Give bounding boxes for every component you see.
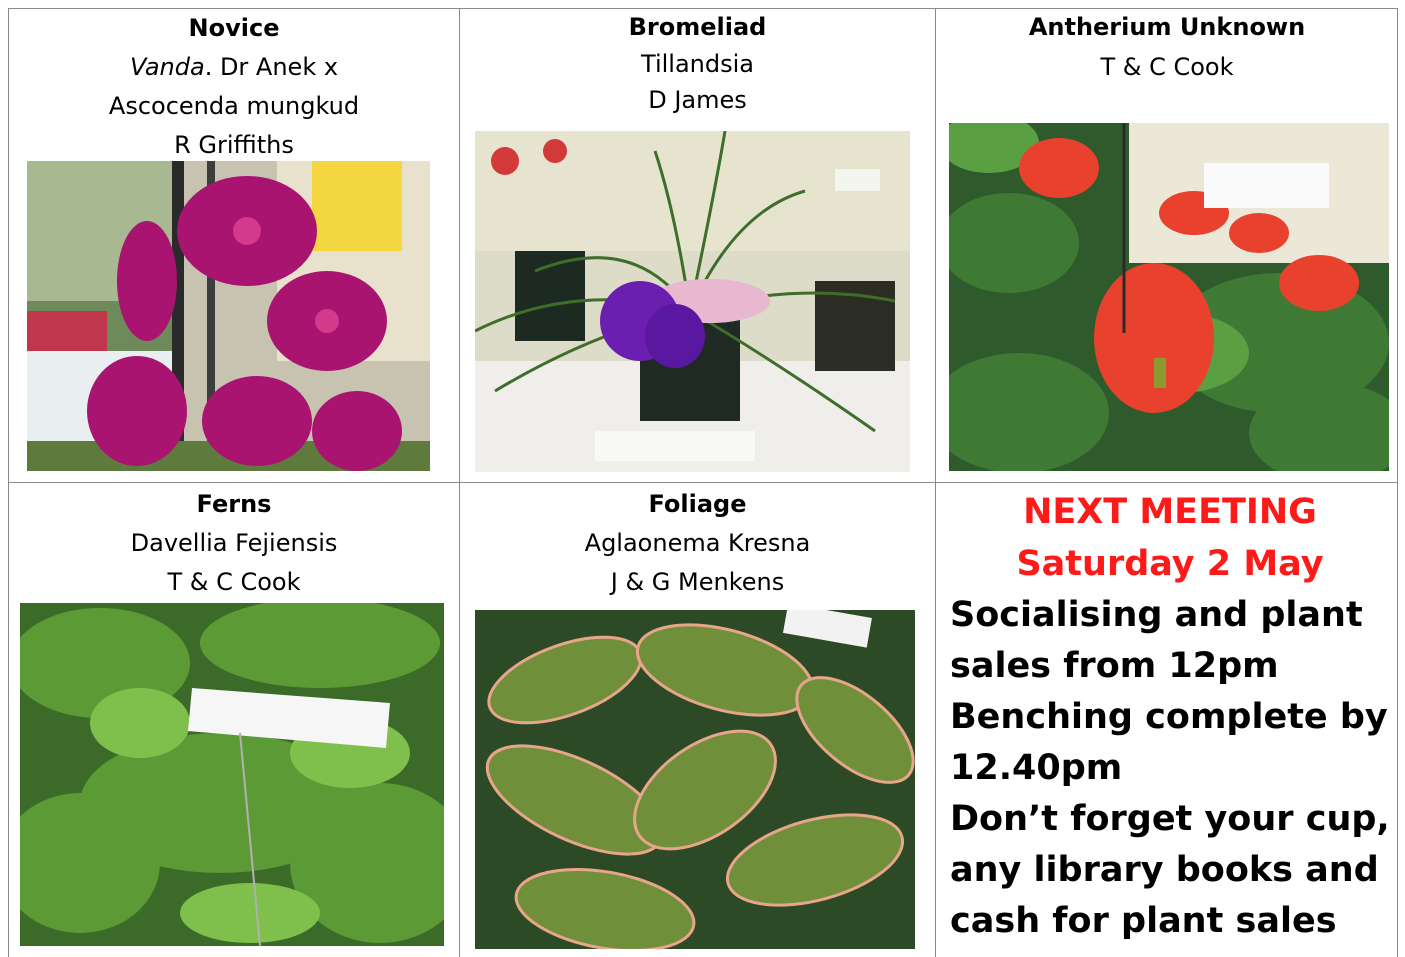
table-border-right [1397, 8, 1398, 957]
anthurium-photo [949, 123, 1389, 471]
plant-name [9, 48, 459, 87]
plant-name: Tillandsia [641, 50, 754, 78]
meeting-info-line: sales from 12pm [950, 646, 1279, 686]
exhibitor-name: J & G Menkens [610, 568, 785, 596]
table-col-divider-2 [935, 8, 936, 957]
table-row-divider [8, 482, 1398, 483]
meeting-info-line: any library books and [950, 850, 1379, 890]
plant-name-line-2: Ascocenda mungkud [108, 92, 360, 120]
meeting-info-line: Socialising and plant [950, 595, 1363, 635]
table-col-divider-1 [459, 8, 460, 957]
genus-italic: Vanda [129, 53, 205, 81]
fern-photo [20, 603, 444, 946]
category-title: Novice [188, 14, 280, 42]
cell-ferns [9, 485, 459, 602]
category-title: Antherium Unknown [1028, 13, 1306, 41]
orchid-photo [27, 161, 430, 471]
exhibitor-name: R Griffiths [174, 131, 294, 159]
cell-novice [9, 9, 459, 165]
next-meeting-panel [950, 486, 1390, 947]
meeting-info-line: cash for plant sales [950, 901, 1337, 941]
meeting-info-line: Benching complete by [950, 697, 1388, 737]
next-meeting-heading: NEXT MEETING [1023, 492, 1317, 532]
meeting-info-line: 12.40pm [950, 748, 1123, 788]
next-meeting-date: Saturday 2 May [1016, 544, 1324, 584]
plant-name-rest: . Dr Anek x [204, 53, 339, 81]
category-title: Foliage [648, 490, 747, 518]
cell-bromeliad [460, 9, 935, 118]
cell-foliage [460, 485, 935, 602]
exhibitor-name: D James [648, 86, 747, 114]
exhibitor-name: T & C Cook [1100, 53, 1234, 81]
exhibitor-name: T & C Cook [167, 568, 301, 596]
cell-anthurium [936, 9, 1398, 88]
category-title: Ferns [196, 490, 272, 518]
plant-name: Aglaonema Kresna [584, 529, 811, 557]
meeting-info-line: Don’t forget your cup, [950, 799, 1390, 839]
plant-name: Davellia Fejiensis [130, 529, 338, 557]
category-title: Bromeliad [628, 13, 767, 41]
aglaonema-photo [475, 610, 915, 949]
bromeliad-photo [475, 131, 910, 472]
